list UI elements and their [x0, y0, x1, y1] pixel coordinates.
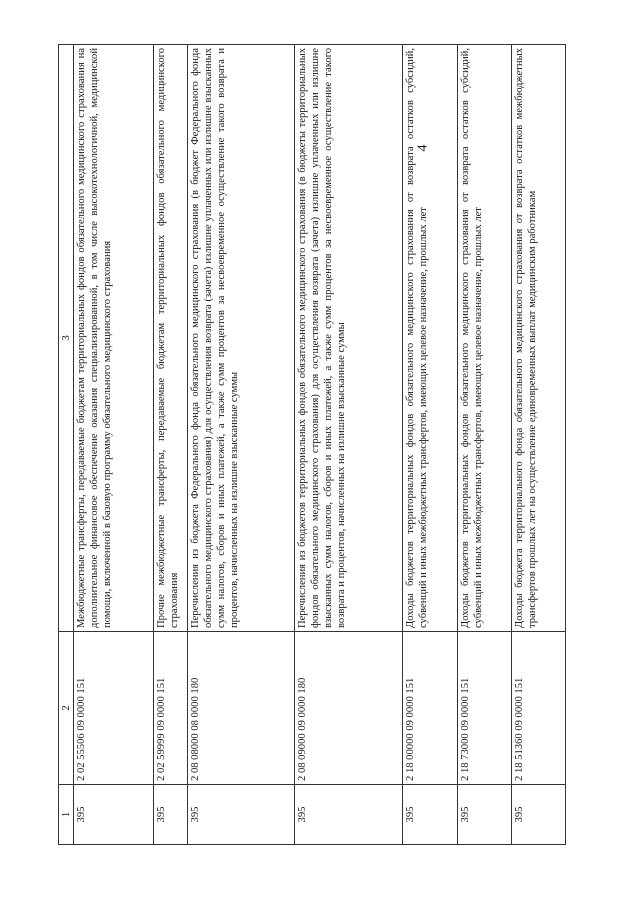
table-row [188, 45, 295, 845]
table-row [403, 45, 458, 845]
budget-code-cell: 2 18 00000 09 0000 151 [403, 632, 458, 785]
admin-code-cell: 395 [512, 785, 566, 845]
budget-code-cell: 2 18 73000 09 0000 151 [458, 632, 512, 785]
revenue-name-cell: Доходы бюджетов территориальных фондов обязательного медицинского страхования от возврата остатков субсидий, субвенций и иных межбюджетных трансфертов, имеющих целевое назначение, прошлых лет [458, 45, 512, 632]
revenue-name-cell: Межбюджетные трансферты, передаваемые бюджетам территориальных фондов обязательного медицинского страхования на дополнительное финансовое обеспечение оказания специализированной, в том числе высокотехнологичной, медицинской помощи, включенной в базовую программу обязательного медицинского страхования [74, 45, 154, 632]
admin-code-cell: 395 [74, 785, 154, 845]
header-col-1: 1 [59, 785, 74, 845]
revenue-name-cell: Перечисления из бюджета Федерального фонда обязательного медицинского страхования (в бюджет Федерального фонда обязательного медицинского страхования) для осуществления возврата (зачета) излишне уплаченных или излишне взысканных сумм налогов, сборов и иных платежей, а также сумм процентов за несвоевременное осуществление такого возврата и процентов, начисленных на излишне взысканные суммы [188, 45, 295, 632]
document-table [58, 44, 566, 845]
admin-code-cell: 395 [154, 785, 188, 845]
revenue-name-cell: Прочие межбюджетные трансферты, передаваемые бюджетам территориальных фондов обязательного медицинского страхования [154, 45, 188, 632]
revenue-name-cell: Доходы бюджетов территориальных фондов обязательного медицинского страхования от возврата остатков субсидий, субвенций и иных межбюджетных трансфертов, имеющих целевое назначение, прошлых лет [403, 45, 458, 632]
page-number: 4 [415, 144, 431, 152]
admin-code-cell: 395 [295, 785, 403, 845]
admin-code-cell: 395 [403, 785, 458, 845]
table-row [512, 45, 566, 845]
table-row [458, 45, 512, 845]
admin-code-cell: 395 [458, 785, 512, 845]
budget-code-cell: 2 08 08000 08 0000 180 [188, 632, 295, 785]
table-row [295, 45, 403, 845]
budget-code-cell: 2 08 09000 09 0000 180 [295, 632, 403, 785]
header-col-2: 2 [59, 632, 74, 785]
revenue-name-cell: Перечисления из бюджетов территориальных фондов обязательного медицинского страхования (в бюджеты территориальных фондов обязательного медицинского страхования) для осуществления возврата (зачета) излишне уплаченных или излишне взысканных сумм налогов, сборов и иных платежей, а также сумм процентов за несвоевременное осуществление такого возврата и процентов, начисленных на излишне взысканные суммы [295, 45, 403, 632]
header-col-3: 3 [59, 45, 74, 632]
budget-code-cell: 2 02 55506 09 0000 151 [74, 632, 154, 785]
admin-code-cell: 395 [188, 785, 295, 845]
table-row [154, 45, 188, 845]
table-row [74, 45, 154, 845]
table-header-row [59, 45, 74, 845]
revenue-name-cell: Доходы бюджета территориального фонда обязательного медицинского страхования от возврата остатков межбюджетных трансфертов прошлых лет на осуществление единовременных выплат медицинским работникам [512, 45, 566, 632]
budget-code-cell: 2 18 51360 09 0000 151 [512, 632, 566, 785]
budget-code-cell: 2 02 59999 09 0000 151 [154, 632, 188, 785]
